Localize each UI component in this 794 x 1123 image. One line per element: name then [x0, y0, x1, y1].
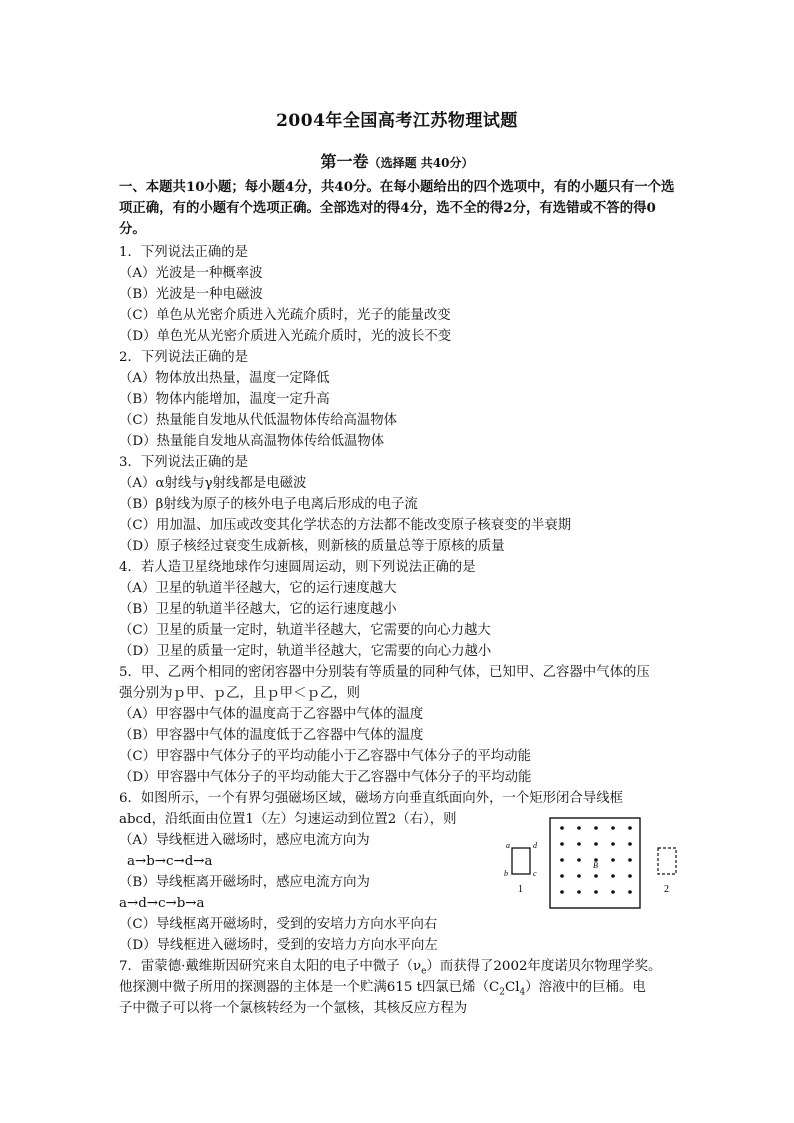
loop-position-2 [658, 848, 676, 874]
question-line: （A）光波是一种概率波 [119, 266, 263, 281]
section-instructions: 一、本题共10小题；每小题4分，共40分。在每小题给出的四个选项中，有的小题只有一个选项正确，有的小题有个选项正确。全部选对的得4分，选不全的得2分，有选错或不答的得0分。 [119, 179, 675, 237]
c-subscript: 2 [499, 987, 505, 998]
question-line: （C）热量能自发地从代低温物体传给高温物体 [119, 413, 398, 428]
question-line: （D）单色光从光密介质进入光疏介质时，光的波长不变 [119, 329, 452, 344]
question-line: （B）β射线为原子的核外电子电离后形成的电子流 [119, 497, 418, 512]
nu-subscript: e [421, 966, 427, 977]
question-line: 1．下列说法正确的是 [119, 245, 249, 260]
magnetic-field-figure [498, 816, 694, 916]
field-dot [594, 826, 598, 830]
question-line: （C）导线框离开磁场时，受到的安培力方向水平向右 [119, 917, 438, 932]
question-line: 7．雷蒙德·戴维斯因研究来自太阳的电子中微子$(\nu_e)$而获得了2002年度诺贝尔物理学奖。 [119, 959, 662, 977]
field-dot [560, 826, 564, 830]
question-line: （C）单色从光密介质进入光疏介质时，光子的能量改变 [119, 308, 451, 323]
part-heading [0, 149, 794, 172]
question-line: 强分别为ｐ甲、ｐ乙，且ｐ甲＜ｐ乙，则 [119, 686, 361, 701]
field-dot [611, 842, 615, 846]
question-line: 4．若人造卫星绕地球作匀速圆周运动，则下列说法正确的是 [119, 560, 476, 575]
field-dot [594, 874, 598, 878]
corner-label-d: d [533, 841, 537, 850]
question-line: （A）物体放出热量，温度一定降低 [119, 371, 330, 386]
question-line: 子中微子可以将一个氯核转经为一个氩核，其核反应方程为 [119, 1001, 468, 1016]
cl-subscript: 4 [519, 987, 526, 998]
field-dot [577, 874, 581, 878]
field-dot [577, 826, 581, 830]
corner-label-c: c [533, 869, 537, 878]
field-dot [560, 858, 564, 862]
question-line: （C）用加温、加压或改变其化学状态的方法都不能改变原子核衰变的半衰期 [119, 518, 572, 533]
field-dot [577, 842, 581, 846]
question-line: （B）甲容器中气体的温度低于乙容器中气体的温度 [119, 728, 424, 743]
field-dot [611, 874, 615, 878]
field-dot [611, 858, 615, 862]
question-line: （A）卫星的轨道半径越大，它的运行速度越大 [119, 581, 397, 596]
field-dot [594, 842, 598, 846]
field-dot [577, 890, 581, 894]
field-dot [628, 842, 632, 846]
field-label: B [593, 861, 598, 870]
loop-position-1 [512, 848, 530, 874]
field-dot [560, 842, 564, 846]
field-dot [560, 874, 564, 878]
question-line: 2．下列说法正确的是 [119, 350, 249, 365]
field-dot [560, 890, 564, 894]
part-name: 第一卷 [320, 152, 369, 171]
cl-symbol: Cl [504, 980, 520, 995]
question-line: 他探测中微子所用的探测器的主体是一个贮满615 t四氯已烯$(C_2Cl_4)$溶液中的巨桶。电 [119, 980, 646, 998]
question-line: （A）甲容器中气体的温度高于乙容器中气体的温度 [119, 707, 424, 722]
corner-label-b: b [504, 869, 508, 878]
position-label-2: 2 [664, 884, 669, 895]
part-note: （选择题 共40分） [368, 156, 474, 170]
question-line: （D）热量能自发地从高温物体传给低温物体 [119, 434, 385, 449]
question-line: （B）光波是一种电磁波 [119, 287, 263, 302]
question-line: （A）导线框进入磁场时，感应电流方向为 [119, 833, 370, 848]
question-line: 3．下列说法正确的是 [119, 455, 249, 470]
page-title: 2004年全国高考江苏物理试题 [276, 111, 518, 131]
q7-line2-rest: ）溶液中的巨桶。电 [525, 980, 646, 995]
field-dot [577, 858, 581, 862]
question-line: （B）物体内能增加，温度一定升高 [119, 392, 330, 407]
question-line: （D）卫星的质量一定时，轨道半径越大，它需要的向心力越小 [119, 644, 492, 659]
position-label-1: 1 [518, 884, 523, 895]
question-line: （C）卫星的质量一定时，轨道半径越大，它需要的向心力越大 [119, 623, 491, 638]
field-dots [560, 826, 632, 894]
field-dot [628, 890, 632, 894]
field-dot [611, 826, 615, 830]
corner-label-a: a [506, 841, 510, 850]
field-dot [628, 858, 632, 862]
field-dot [594, 890, 598, 894]
field-dot [611, 890, 615, 894]
question-line: （D）原子核经过衰变生成新核，则新核的质量总等于原核的质量 [119, 539, 505, 554]
field-dot [628, 874, 632, 878]
field-dot [628, 826, 632, 830]
question-line: （A）α射线与γ射线都是电磁波 [119, 476, 307, 491]
question-line: 6．如图所示，一个有界匀强磁场区域，磁场方向垂直纸面向外，一个矩形闭合导线框 [119, 791, 623, 806]
question-line: （B）导线框离开磁场时，感应电流方向为 [119, 875, 370, 890]
question-line: （C）甲容器中气体分子的平均动能小于乙容器中气体分子的平均动能 [119, 749, 531, 764]
question-line: （D）导线框进入磁场时，受到的安培力方向水平向左 [119, 938, 438, 953]
question-line: 5．甲、乙两个相同的密闭容器中分别装有等质量的同种气体，已知甲、乙容器中气体的压 [119, 665, 650, 680]
question-line: a→b→c→d→a [127, 854, 213, 869]
q7-line1-rest: ）而获得了2002年度诺贝尔物理学奖。 [426, 959, 662, 974]
question-line: abcd，沿纸面由位置1（左）匀速运动到位置2（右），则 [119, 812, 457, 827]
question-line: （D）甲容器中气体分子的平均动能大于乙容器中气体分子的平均动能 [119, 770, 532, 785]
question-line: （B）卫星的轨道半径越大，它的运行速度越小 [119, 602, 397, 617]
question-line: a→d→c→b→a [119, 896, 205, 911]
